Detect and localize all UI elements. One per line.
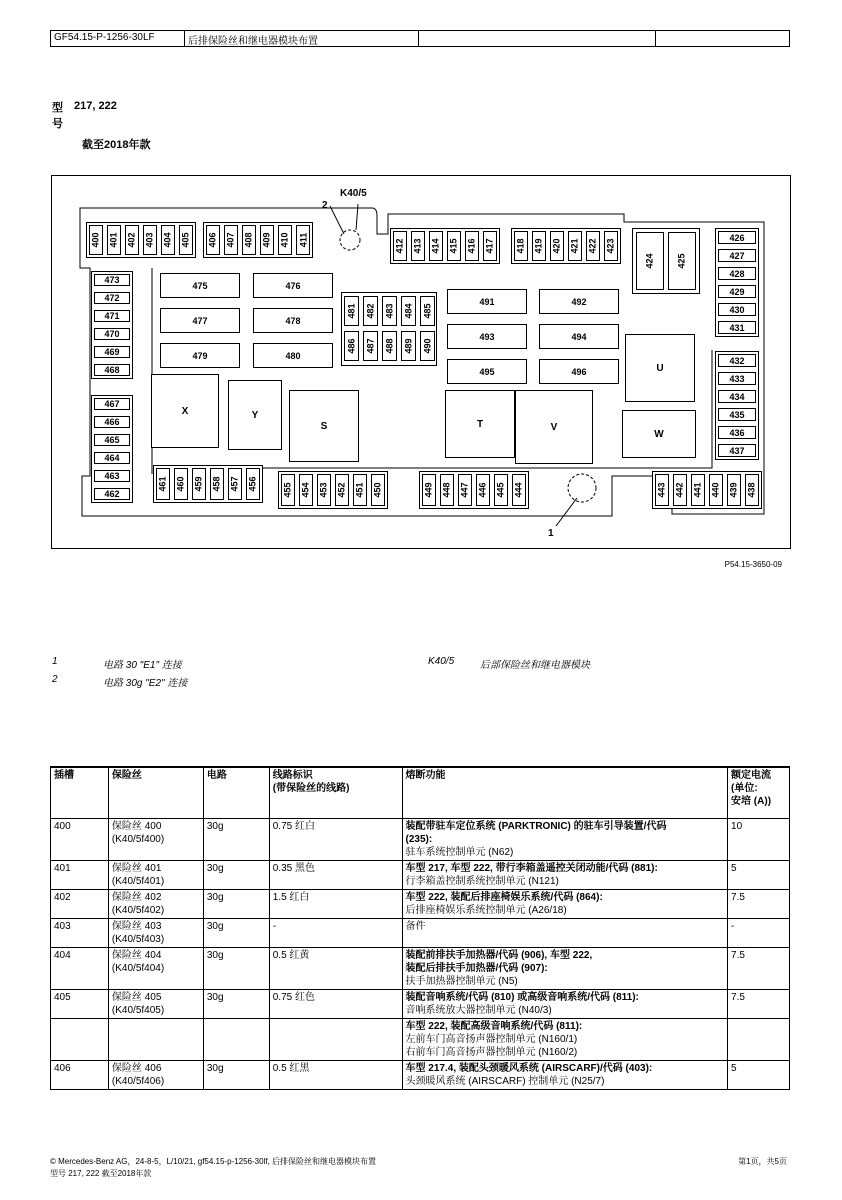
fuse-487: 487: [363, 331, 378, 361]
fuse-414: 414: [429, 231, 443, 261]
fuse-489: 489: [401, 331, 416, 361]
fuse-417: 417: [483, 231, 497, 261]
table-row: [51, 819, 790, 861]
footer-left: [50, 1156, 376, 1180]
cell-amp: 5: [728, 1061, 790, 1090]
fuse-table: [50, 766, 790, 1090]
cell-fuse: 保险丝 400 (K40/5f400): [108, 819, 203, 861]
function-item: 后排座椅娱乐系统控制单元 (A26/18): [405, 905, 567, 916]
block-496: 496: [539, 359, 619, 384]
function-item: 备件: [405, 921, 426, 932]
cell-fuse: [108, 1019, 203, 1061]
fuse-422: 422: [586, 231, 600, 261]
function-condition: 车型 217, 车型 222, 带行李箱盖遥控关闭动能/代码 (881):: [405, 863, 658, 874]
cell-wire: 1.5 红白: [269, 890, 402, 919]
relay-V: V: [515, 390, 593, 464]
table-row: [51, 861, 790, 890]
legend-num-k: K40/5: [428, 656, 455, 667]
fuse-484: 484: [401, 296, 416, 326]
cell-circuit: 30g: [203, 1061, 269, 1090]
relay-T: T: [445, 390, 515, 458]
fuse-473: 473: [94, 274, 130, 286]
block-477: 477: [160, 308, 240, 333]
fuse-424: 424: [636, 232, 664, 290]
fuse-431: 431: [718, 321, 756, 334]
function-item: 扶手加热器控制单元 (N5): [405, 976, 518, 987]
cell-circuit: [203, 1019, 269, 1061]
cell-circuit: 30g: [203, 890, 269, 919]
function-condition: 装配音响系统/代码 (810) 或高级音响系统/代码 (811):: [405, 992, 639, 1003]
document-header: [50, 30, 790, 47]
fuse-407: 407: [224, 225, 238, 255]
cell-amp: 7.5: [728, 948, 790, 990]
fuse-440: 440: [709, 474, 723, 506]
cell-slot: 402: [51, 890, 109, 919]
fuse-482: 482: [363, 296, 378, 326]
relay-S: S: [289, 390, 359, 462]
cell-amp: 7.5: [728, 890, 790, 919]
footer-model: 型号 217, 222 截至2018年款: [50, 1169, 152, 1178]
relay-W: W: [622, 410, 696, 458]
cell-wire: 0.35 黑色: [269, 861, 402, 890]
fuse-423: 423: [604, 231, 618, 261]
cell-amp: -: [728, 919, 790, 948]
legend-num-1: 1: [52, 656, 58, 667]
fuse-467: 467: [94, 398, 130, 410]
block-494: 494: [539, 324, 619, 349]
fuse-411: 411: [296, 225, 310, 255]
function-item: 头颈暖风系统 (AIRSCARF) 控制单元 (N25/7): [405, 1076, 605, 1087]
fuse-444: 444: [512, 474, 526, 506]
fuse-454: 454: [299, 474, 313, 506]
fuse-469: 469: [94, 346, 130, 358]
function-item: 左前车门高音扬声器控制单元 (N160/1) 右前车门高音扬声器控制单元 (N160/2): [405, 1034, 578, 1058]
cell-amp: 10: [728, 819, 790, 861]
fuse-462: 462: [94, 488, 130, 500]
fuse-490: 490: [420, 331, 435, 361]
function-condition: 车型 222, 装配后排座椅娱乐系统/代码 (864):: [405, 892, 603, 903]
block-478: 478: [253, 308, 333, 333]
table-row: [51, 990, 790, 1019]
cell-wire: 0.75 红色: [269, 990, 402, 1019]
label-2: 2: [322, 200, 328, 211]
table-row: [51, 890, 790, 919]
fuse-452: 452: [335, 474, 349, 506]
table-body: [51, 819, 790, 1090]
fuse-435: 435: [718, 408, 756, 421]
label-k40-5: K40/5: [340, 188, 367, 199]
function-item: 驻车系统控制单元 (N62): [405, 847, 514, 858]
cell-function: [402, 919, 728, 948]
label-1: 1: [548, 528, 554, 539]
cell-amp: 7.5: [728, 990, 790, 1019]
cell-fuse: 保险丝 406 (K40/5f406): [108, 1061, 203, 1090]
fuse-436: 436: [718, 426, 756, 439]
cell-wire: 0.75 红白: [269, 819, 402, 861]
fuse-408: 408: [242, 225, 256, 255]
fuse-416: 416: [465, 231, 479, 261]
model-value: 217, 222: [74, 100, 117, 112]
cell-wire: 0.5 红黄: [269, 948, 402, 990]
table-row: [51, 1061, 790, 1090]
fuse-430: 430: [718, 303, 756, 316]
header-cell-4: [656, 31, 789, 46]
header-cell-3: [419, 31, 656, 46]
fuse-404: 404: [161, 225, 175, 255]
cell-slot: 404: [51, 948, 109, 990]
fuse-459: 459: [192, 468, 206, 500]
cell-circuit: 30g: [203, 819, 269, 861]
fuse-445: 445: [494, 474, 508, 506]
column-header: 熔断功能: [402, 767, 728, 819]
fuse-409: 409: [260, 225, 274, 255]
cell-slot: 401: [51, 861, 109, 890]
legend-num-2: 2: [52, 674, 58, 685]
fuse-group: [91, 395, 133, 503]
fuse-468: 468: [94, 364, 130, 376]
fuse-471: 471: [94, 310, 130, 322]
figure-code: P54.15-3650-09: [724, 560, 782, 569]
block-492: 492: [539, 289, 619, 314]
cell-function: [402, 1061, 728, 1090]
fuse-447: 447: [458, 474, 472, 506]
cell-slot: 403: [51, 919, 109, 948]
fuse-419: 419: [532, 231, 546, 261]
cell-fuse: 保险丝 404 (K40/5f404): [108, 948, 203, 990]
fuse-455: 455: [281, 474, 295, 506]
fuse-466: 466: [94, 416, 130, 428]
fuse-406: 406: [206, 225, 220, 255]
cell-wire: [269, 1019, 402, 1061]
fuse-413: 413: [411, 231, 425, 261]
fuse-426: 426: [718, 231, 756, 244]
fuse-443: 443: [655, 474, 669, 506]
fuse-415: 415: [447, 231, 461, 261]
function-condition: 车型 217.4, 装配头颈暖风系统 (AIRSCARF)/代码 (403):: [405, 1063, 653, 1074]
fuse-437: 437: [718, 444, 756, 457]
model-info: [52, 100, 151, 151]
column-header: 额定电流 (单位: 安培 (A)): [728, 767, 790, 819]
fuse-450: 450: [371, 474, 385, 506]
fuse-group: [91, 271, 133, 379]
cell-function: [402, 861, 728, 890]
fuse-441: 441: [691, 474, 705, 506]
fuse-460: 460: [174, 468, 188, 500]
fuse-470: 470: [94, 328, 130, 340]
fuse-465: 465: [94, 434, 130, 446]
fuse-432: 432: [718, 354, 756, 367]
fuse-403: 403: [143, 225, 157, 255]
model-year: 截至2018年款: [82, 139, 151, 151]
cell-fuse: 保险丝 403 (K40/5f403): [108, 919, 203, 948]
fuse-472: 472: [94, 292, 130, 304]
table-header-row: [51, 767, 790, 819]
fuse-400: 400: [89, 225, 103, 255]
cell-function: [402, 890, 728, 919]
cell-function: [402, 990, 728, 1019]
fuse-448: 448: [440, 474, 454, 506]
column-header: 插槽: [51, 767, 109, 819]
fuse-453: 453: [317, 474, 331, 506]
cell-function: [402, 948, 728, 990]
cell-fuse: 保险丝 405 (K40/5f405): [108, 990, 203, 1019]
cell-function: [402, 1019, 728, 1061]
block-475: 475: [160, 273, 240, 298]
cell-wire: 0.5 红黑: [269, 1061, 402, 1090]
column-header: 电路: [203, 767, 269, 819]
function-condition: 车型 222, 装配高级音响系统/代码 (811):: [405, 1021, 583, 1032]
fuse-456: 456: [246, 468, 260, 500]
table-row: [51, 948, 790, 990]
doc-code: GF54.15-P-1256-30LF: [51, 31, 185, 46]
fuse-485: 485: [420, 296, 435, 326]
footer-copyright: © Mercedes-Benz AG，24-8-5，L/10/21, gf54.15-p-1256-30lf, 后排保险丝和继电器模块布置: [50, 1157, 377, 1166]
fuse-463: 463: [94, 470, 130, 482]
fuse-433: 433: [718, 372, 756, 385]
fuse-427: 427: [718, 249, 756, 262]
column-header: 线路标识 (带保险丝的线路): [269, 767, 402, 819]
model-label: 型号: [52, 102, 63, 130]
function-item: 行李箱盖控制系统控制单元 (N121): [405, 876, 559, 887]
fuse-451: 451: [353, 474, 367, 506]
cell-circuit: 30g: [203, 861, 269, 890]
table-row: [51, 919, 790, 948]
fuse-457: 457: [228, 468, 242, 500]
block-476: 476: [253, 273, 333, 298]
cell-circuit: 30g: [203, 948, 269, 990]
fuse-486: 486: [344, 331, 359, 361]
legend-text-1: 电路 30 "E1" 连接: [103, 660, 182, 671]
cell-wire: -: [269, 919, 402, 948]
legend-text-k: 后部保险丝和继电器模块: [480, 660, 590, 671]
fuse-464: 464: [94, 452, 130, 464]
block-479: 479: [160, 343, 240, 368]
column-header: 保险丝: [108, 767, 203, 819]
fuse-446: 446: [476, 474, 490, 506]
block-480: 480: [253, 343, 333, 368]
relay-Y: Y: [228, 380, 282, 450]
fuse-402: 402: [125, 225, 139, 255]
cell-circuit: 30g: [203, 990, 269, 1019]
cell-function: [402, 819, 728, 861]
relay-X: X: [151, 374, 219, 448]
cell-fuse: 保险丝 402 (K40/5f402): [108, 890, 203, 919]
fuse-458: 458: [210, 468, 224, 500]
legend-text-2: 电路 30g "E2" 连接: [103, 678, 188, 689]
footer-page: 第1页，共5页: [738, 1157, 787, 1166]
fuse-438: 438: [745, 474, 759, 506]
function-condition: 装配带驻车定位系统 (PARKTRONIC) 的驻车引导装置/代码 (235):: [405, 821, 667, 845]
fuse-425: 425: [668, 232, 696, 290]
cell-amp: [728, 1019, 790, 1061]
fuse-449: 449: [422, 474, 436, 506]
table-row: [51, 1019, 790, 1061]
fuse-439: 439: [727, 474, 741, 506]
block-495: 495: [447, 359, 527, 384]
function-condition: 装配前排扶手加热器/代码 (906), 车型 222, 装配后排扶手加热器/代码 (907):: [405, 950, 593, 974]
cell-slot: 406: [51, 1061, 109, 1090]
fuse-405: 405: [179, 225, 193, 255]
fuse-488: 488: [382, 331, 397, 361]
relay-U: U: [625, 334, 695, 402]
cell-circuit: 30g: [203, 919, 269, 948]
cell-fuse: 保险丝 401 (K40/5f401): [108, 861, 203, 890]
fuse-481: 481: [344, 296, 359, 326]
block-491: 491: [447, 289, 527, 314]
cell-slot: [51, 1019, 109, 1061]
cell-amp: 5: [728, 861, 790, 890]
fuse-420: 420: [550, 231, 564, 261]
fuse-401: 401: [107, 225, 121, 255]
fuse-429: 429: [718, 285, 756, 298]
fuse-418: 418: [514, 231, 528, 261]
fuse-421: 421: [568, 231, 582, 261]
fuse-410: 410: [278, 225, 292, 255]
fuse-434: 434: [718, 390, 756, 403]
fuse-428: 428: [718, 267, 756, 280]
fuse-483: 483: [382, 296, 397, 326]
block-493: 493: [447, 324, 527, 349]
fuse-box-diagram: [51, 175, 791, 549]
function-item: 音响系统放大器控制单元 (N40/3): [405, 1005, 552, 1016]
cell-slot: 405: [51, 990, 109, 1019]
fuse-461: 461: [156, 468, 170, 500]
doc-title: 后排保险丝和继电器模块布置: [185, 31, 419, 46]
fuse-442: 442: [673, 474, 687, 506]
cell-slot: 400: [51, 819, 109, 861]
fuse-412: 412: [393, 231, 407, 261]
